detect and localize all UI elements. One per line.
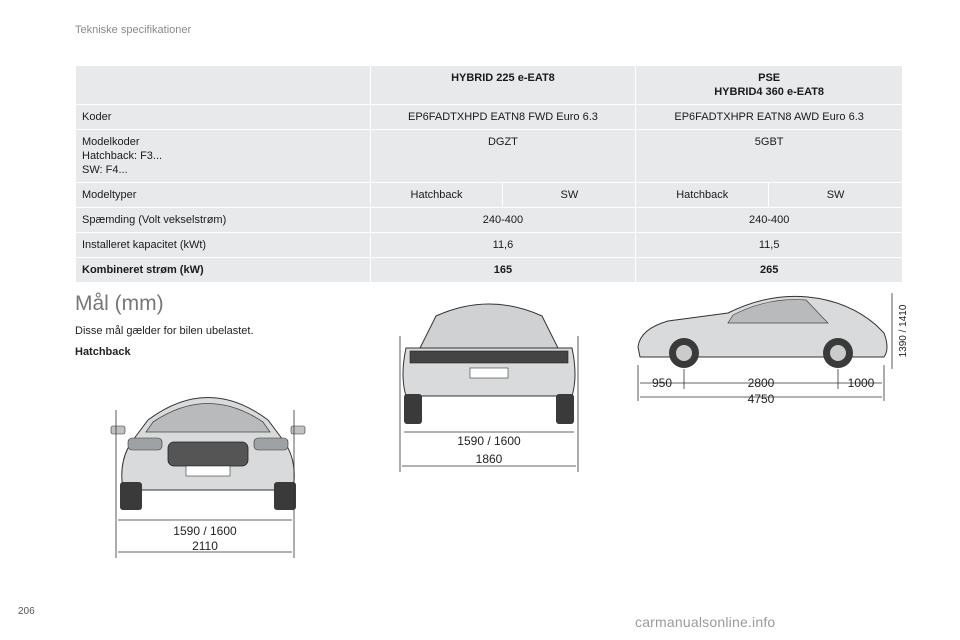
- cell-modelkoder-1: DGZT: [370, 130, 636, 183]
- table-row: [76, 233, 903, 258]
- row-label-modelkoder: [76, 130, 371, 183]
- dimensions-subhead: Hatchback: [75, 346, 131, 358]
- front-view-diagram: [108, 380, 308, 560]
- section-title: Tekniske specifikationer: [75, 24, 192, 36]
- table-row: [76, 130, 903, 183]
- car-side-illustration: [638, 296, 887, 368]
- col-header-pse: [636, 66, 903, 105]
- cell-modeltyper-1: Hatchback: [370, 183, 503, 208]
- row-label-kapacitet: Installeret kapacitet (kWt): [76, 233, 371, 258]
- cell-koder-1: EP6FADTXHPD EATN8 FWD Euro 6.3: [370, 105, 636, 130]
- table-row: [76, 208, 903, 233]
- dimensions-title: Mål (mm): [75, 292, 164, 315]
- header-empty-cell: [76, 66, 371, 105]
- rear-view-diagram: [396, 296, 582, 474]
- row-label-modelkoder-line3: SW: F4...: [82, 164, 128, 176]
- table-row: [76, 105, 903, 130]
- rear-track-label: 1590 / 1600: [457, 434, 521, 448]
- cell-spaending-2: 240-400: [636, 208, 903, 233]
- row-label-spaending: Spæmding (Volt vekselstrøm): [76, 208, 371, 233]
- cell-modeltyper-2: SW: [503, 183, 636, 208]
- cell-koder-2: EP6FADTXHPR EATN8 AWD Euro 6.3: [636, 105, 903, 130]
- page-number: 206: [18, 606, 35, 617]
- col-header-pse-line2: HYBRID4 360 e-EAT8: [714, 86, 825, 98]
- cell-modeltyper-3: Hatchback: [636, 183, 769, 208]
- car-front-illustration: [111, 398, 305, 511]
- row-label-modelkoder-line1: Modelkoder: [82, 136, 140, 148]
- front-track-label: 1590 / 1600: [173, 524, 237, 538]
- rear-overhang-label: 1000: [847, 376, 875, 390]
- spec-table: [75, 65, 903, 283]
- side-view-diagram: [628, 285, 918, 410]
- cell-kapacitet-1: 11,6: [370, 233, 636, 258]
- rear-width-label: 1860: [475, 452, 503, 466]
- col-header-hybrid225: HYBRID 225 e-EAT8: [370, 66, 636, 105]
- col-header-pse-line1: PSE: [758, 72, 781, 84]
- cell-spaending-1: 240-400: [370, 208, 636, 233]
- cell-kombineret-2: 265: [636, 258, 903, 283]
- cell-modeltyper-4: SW: [769, 183, 903, 208]
- watermark: carmanualsonline.info: [635, 614, 776, 630]
- row-label-koder: Koder: [76, 105, 371, 130]
- cell-modelkoder-2: 5GBT: [636, 130, 903, 183]
- front-overhang-label: 950: [651, 376, 673, 390]
- dimensions-intro: Disse mål gælder for bilen ubelastet.: [75, 325, 254, 337]
- car-rear-illustration: [403, 304, 575, 424]
- cell-kapacitet-2: 11,5: [636, 233, 903, 258]
- front-width-label: 2110: [192, 539, 218, 553]
- table-header-row: [76, 66, 903, 105]
- length-label: 4750: [747, 392, 775, 406]
- wheelbase-label: 2800: [747, 376, 775, 390]
- height-label: 1390 / 1410: [898, 304, 909, 358]
- row-label-modeltyper: Modeltyper: [76, 183, 371, 208]
- table-row: [76, 183, 903, 208]
- row-label-modelkoder-line2: Hatchback: F3...: [82, 150, 163, 162]
- table-row: [76, 258, 903, 283]
- row-label-kombineret: Kombineret strøm (kW): [76, 258, 371, 283]
- cell-kombineret-1: 165: [370, 258, 636, 283]
